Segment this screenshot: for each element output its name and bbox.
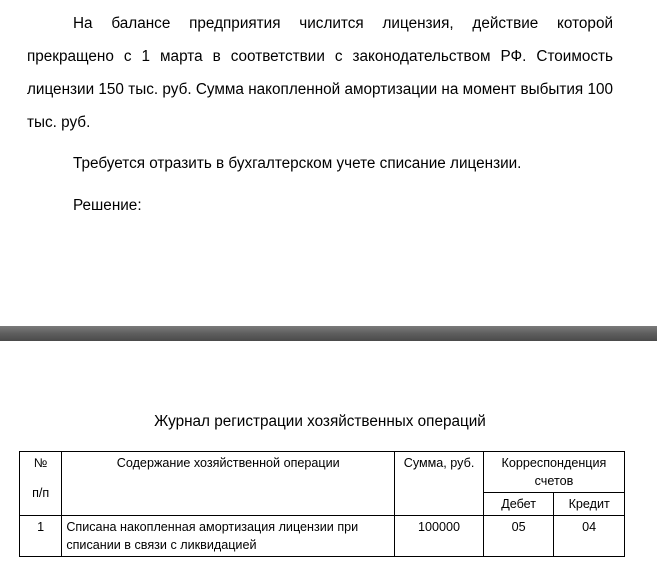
header-amount: Сумма, руб. bbox=[395, 452, 484, 516]
header-num-pp: п/п bbox=[32, 486, 50, 500]
page-divider bbox=[0, 326, 657, 341]
header-debit: Дебет bbox=[483, 493, 553, 516]
row-debit: 05 bbox=[483, 516, 553, 557]
row-amount: 100000 bbox=[395, 516, 484, 557]
header-correspondence: Корреспонденция счетов bbox=[483, 452, 624, 493]
journal-table bbox=[19, 451, 625, 557]
solution-label: Решение: bbox=[73, 197, 142, 214]
row-num: 1 bbox=[20, 516, 62, 557]
row-credit: 04 bbox=[554, 516, 625, 557]
header-credit: Кредит bbox=[554, 493, 625, 516]
header-num bbox=[20, 452, 62, 516]
table-row bbox=[20, 516, 625, 557]
journal-title: Журнал регистрации хозяйственных операций bbox=[154, 413, 486, 430]
table-header-row-1 bbox=[20, 452, 625, 493]
header-num-symbol: № bbox=[33, 456, 48, 470]
problem-paragraph-2: Требуется отразить в бухгалтерском учете списание лицензии. bbox=[73, 155, 522, 172]
row-description: Списана накопленная амортизация лицензии при списании в связи с ликвидацией bbox=[62, 516, 395, 557]
header-description: Содержание хозяйственной операции bbox=[62, 452, 395, 516]
problem-paragraph-1: На балансе предприятия числится лицензия, действие которой прекращено с 1 марта в соответствии с законодательством РФ. Стоимость лицензии 150 тыс. руб. Сумма накопленной амортизации на момент выбытия 100 тыс. руб. bbox=[27, 15, 613, 131]
